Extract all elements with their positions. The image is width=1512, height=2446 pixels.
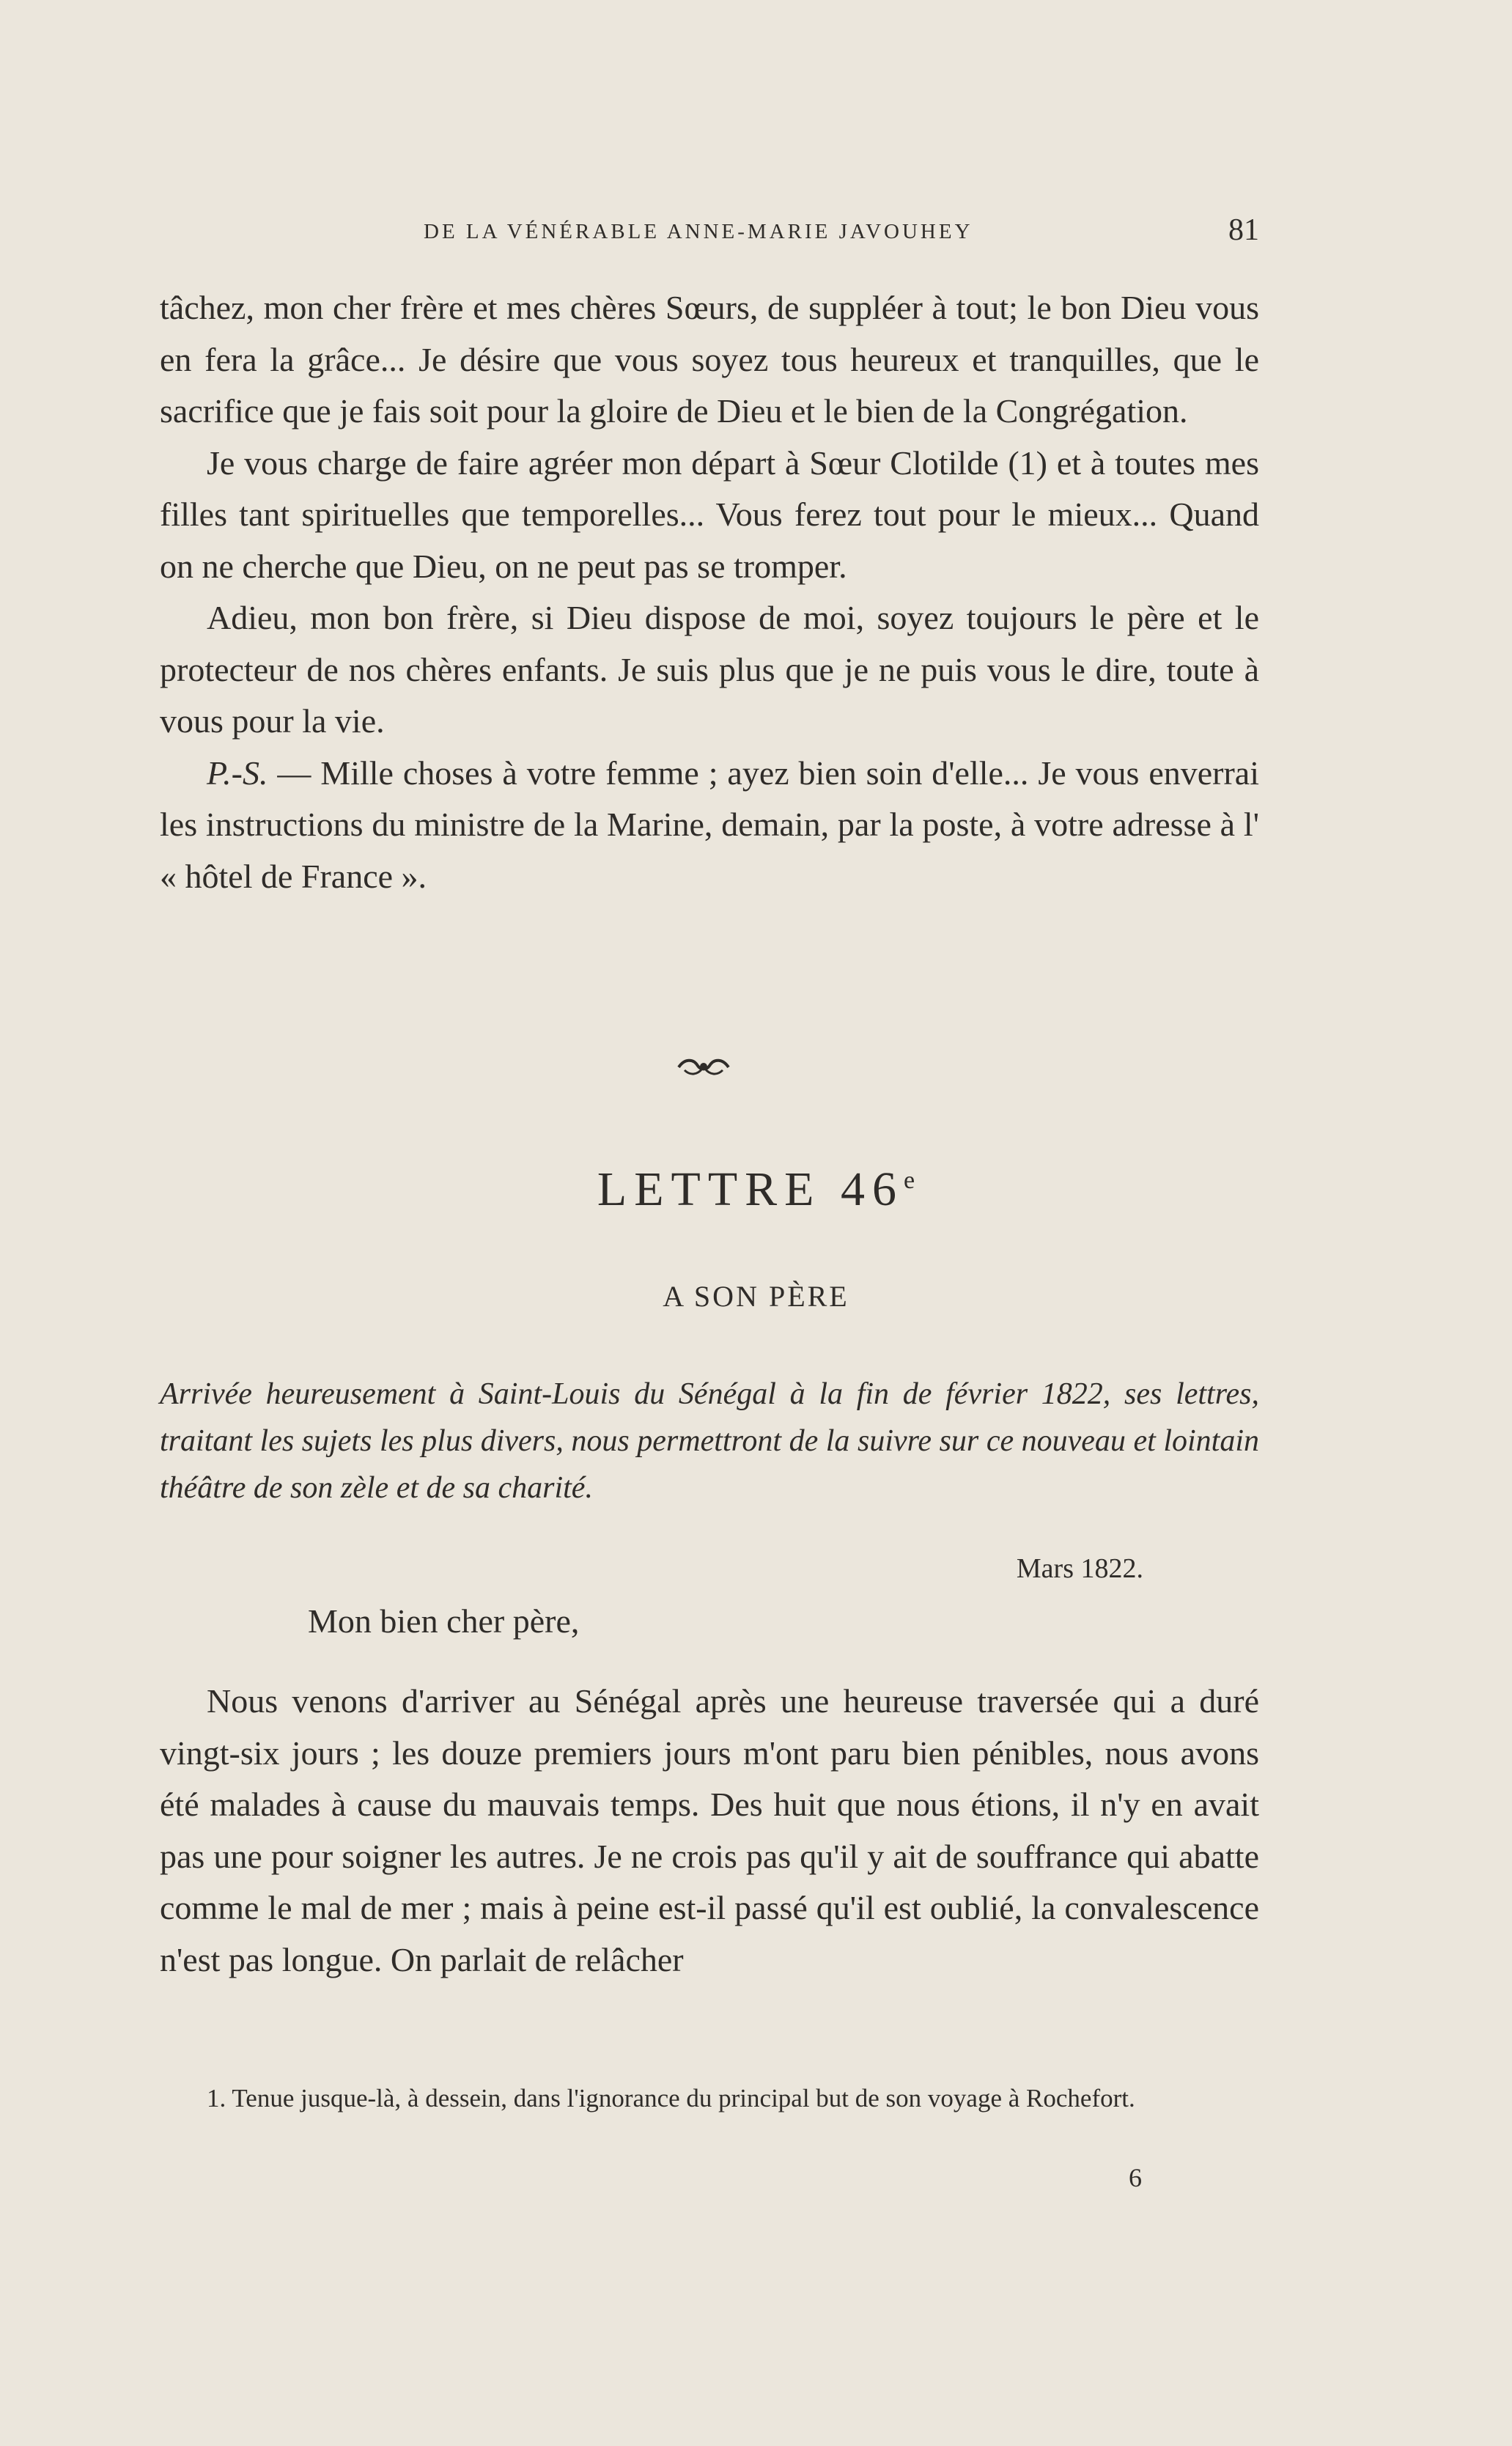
running-title: DE LA VÉNÉRABLE ANNE-MARIE JAVOUHEY — [424, 220, 973, 243]
paragraph-1: tâchez, mon cher frère et mes chères Sœurs, de suppléer à tout; le bon Dieu vous en fera la grâce... Je désire que vous soyez tous heureux et tranquilles, que le sacrifice que je fais soit pour la gloire de Dieu et le bien de la Congrégation. — [160, 289, 1259, 430]
letter-body — [160, 1676, 1259, 1986]
letter-title — [0, 1162, 1512, 1218]
footnote: 1. Tenue jusque-là, à dessein, dans l'ignorance du principal but de son voyage à Rochefort. — [207, 2084, 1135, 2112]
ornament-icon — [674, 1048, 733, 1085]
signature-mark: 6 — [1129, 2163, 1142, 2192]
continuation-text — [160, 282, 1259, 902]
letter-salutation: Mon bien cher père, — [308, 1602, 580, 1640]
letter-date: Mars 1822. — [1016, 1553, 1143, 1584]
page-number: 81 — [1228, 213, 1259, 247]
letter-recipient: A SON PÈRE — [663, 1280, 849, 1313]
paragraph-3: Adieu, mon bon frère, si Dieu dispose de moi, soyez toujours le père et le protecteur de nos chères enfants. Je suis plus que je ne puis vous le dire, toute à vous pour la vie. — [160, 599, 1259, 740]
letter-summary: Arrivée heureusement à Saint-Louis du Sénégal à la fin de février 1822, ses lettres, traitant les sujets les plus divers, nous permettront de la suivre sur ce nouveau et lointain théâtre de son zèle et de sa charité. — [160, 1377, 1259, 1505]
running-head — [160, 213, 1259, 257]
paragraph-postscript — [160, 748, 1259, 903]
postscript-label: P.-S. — [207, 754, 268, 792]
letter-body-paragraph: Nous venons d'arriver au Sénégal après une heureuse traversée qui a duré vingt-six jours ; les douze premiers jours m'ont paru bien pénibles, nous avons été malades à cause du mauvais temps. Des huit que nous étions, il n'y en avait pas une pour soigner les autres. Je ne crois pas qu'il y ait de souffrance qui abatte comme le mal de mer ; mais à peine est-il passé qu'il est oublié, la convalescence n'est pas longue. On parlait de relâcher — [160, 1682, 1259, 1978]
postscript-text: — Mille choses à votre femme ; ayez bien soin d'elle... Je vous enverrai les instructions du ministre de la Marine, demain, par la poste, à votre adresse à l' « hôtel de France ». — [160, 754, 1259, 895]
letter-title-text: LETTRE 46 — [597, 1163, 904, 1216]
letter-title-sup: e — [904, 1167, 915, 1194]
paragraph-2: Je vous charge de faire agréer mon départ à Sœur Clotilde (1) et à toutes mes filles tant spirituelles que temporelles... Vous ferez tout pour le mieux... Quand on ne cherche que Dieu, on ne peut pas se tromper. — [160, 443, 1259, 585]
